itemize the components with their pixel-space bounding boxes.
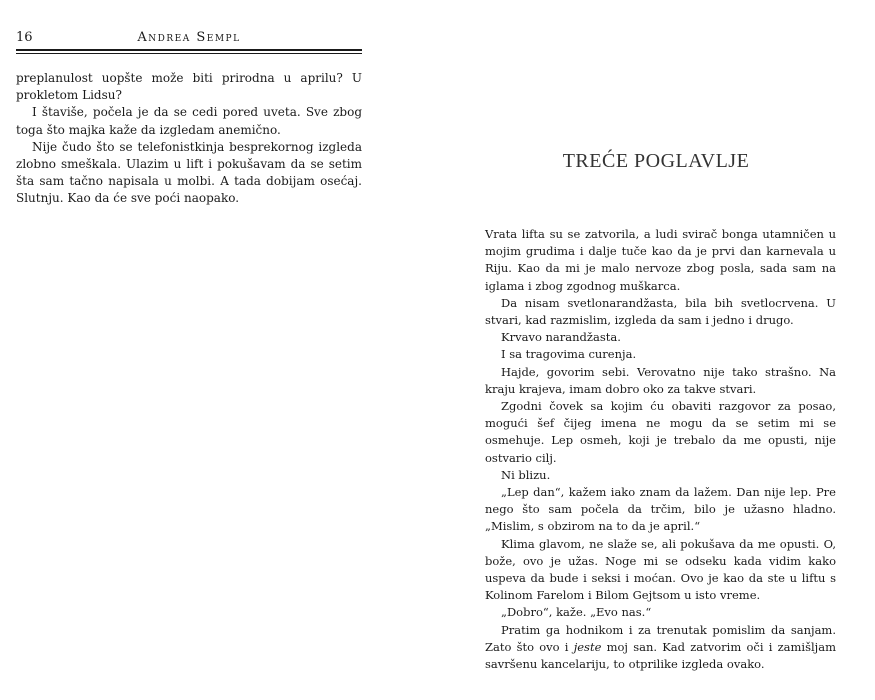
paragraph: Vrata lifta su se zatvorila, a ludi svirač bonga utamničen u mojim grudima i dalje tuče kao da je prvi dan karnevala u Riju. Kao da mi je malo nervoze zbog posla, sada sam na iglama i zbog zgodnog muškarca. <box>485 227 836 293</box>
running-header <box>16 30 362 48</box>
paragraph: Hajde, govorim sebi. Verovatno nije tako strašno. Na kraju krajeva, imam dobro oko za takve stvari. <box>485 364 836 396</box>
paragraph: Klima glavom, ne slaže se, ali pokušava da me opusti. O, bože, ovo je užas. Noge mi se odseku kada vidim kako uspeva da bude i seksi i moćan. Ovo je kao da ste u liftu s Kolinom Farelom i Bilom Gejtsom u isto vreme. <box>485 536 836 603</box>
paragraph: Zgodni čovek sa kojim ću obaviti razgovor za posao, mogući šef čijeg imena ne mogu da se setim mi se osmehuje. Lep osmeh, koji je trebalo da me opusti, nije ostvario cilj. <box>485 399 836 465</box>
paragraph: Krvavo narandžasta. <box>501 330 621 345</box>
chapter-title: TREĆE POGLAVLJE <box>562 150 750 172</box>
left-page-text <box>16 70 362 208</box>
paragraph: Nije čudo što se telefonistkinja besprekornog izgleda zlobno smeškala. Ulazim u lift i pokušavam da se setim šta sam tačno napisala u molbi. A tada dobijam osećaj. Slutnju. Kao da će sve poći naopako. <box>16 139 362 206</box>
header-rule-thick <box>16 49 362 51</box>
paragraph: Da nisam svetlonarandžasta, bila bih svetlocrvena. U stvari, kad razmislim, izgleda da sam i jedno i drugo. <box>485 295 836 328</box>
header-rule-thin <box>16 53 362 54</box>
paragraph: I sa tragovima curenja. <box>501 347 637 362</box>
running-head-author: Andrea Sempl <box>137 30 241 45</box>
paragraph: Ni blizu. <box>501 467 551 482</box>
paragraph: preplanulost uopšte može biti prirodna u aprilu? U prokletom Lidsu? <box>16 71 362 103</box>
left-page <box>0 0 400 700</box>
text-run: Pratim ga hodnikom i za trenutak pomislim da sanjam. Zato što ovo i <box>485 622 836 654</box>
page-number: 16 <box>16 30 33 45</box>
emphasis-text: jeste <box>573 639 602 654</box>
paragraph: „Dobro“, kaže. „Evo nas.“ <box>501 605 652 620</box>
paragraph: „Lep dan“, kažem iako znam da lažem. Dan nije lep. Pre nego što sam počela da trčim, bilo je užasno hladno. „Mislim, s obzirom na to da je april.“ <box>485 485 836 534</box>
paragraph-last <box>485 622 836 674</box>
right-page <box>437 0 875 700</box>
text-run: moj san. Kad zatvorim oči i zamišljam savršenu kancelariju, to otprilike izgleda ovako. <box>485 639 837 672</box>
right-page-text <box>485 226 836 673</box>
paragraph: I štaviše, počela je da se cedi pored uveta. Sve zbog toga što majka kaže da izgledam anemično. <box>16 105 362 137</box>
